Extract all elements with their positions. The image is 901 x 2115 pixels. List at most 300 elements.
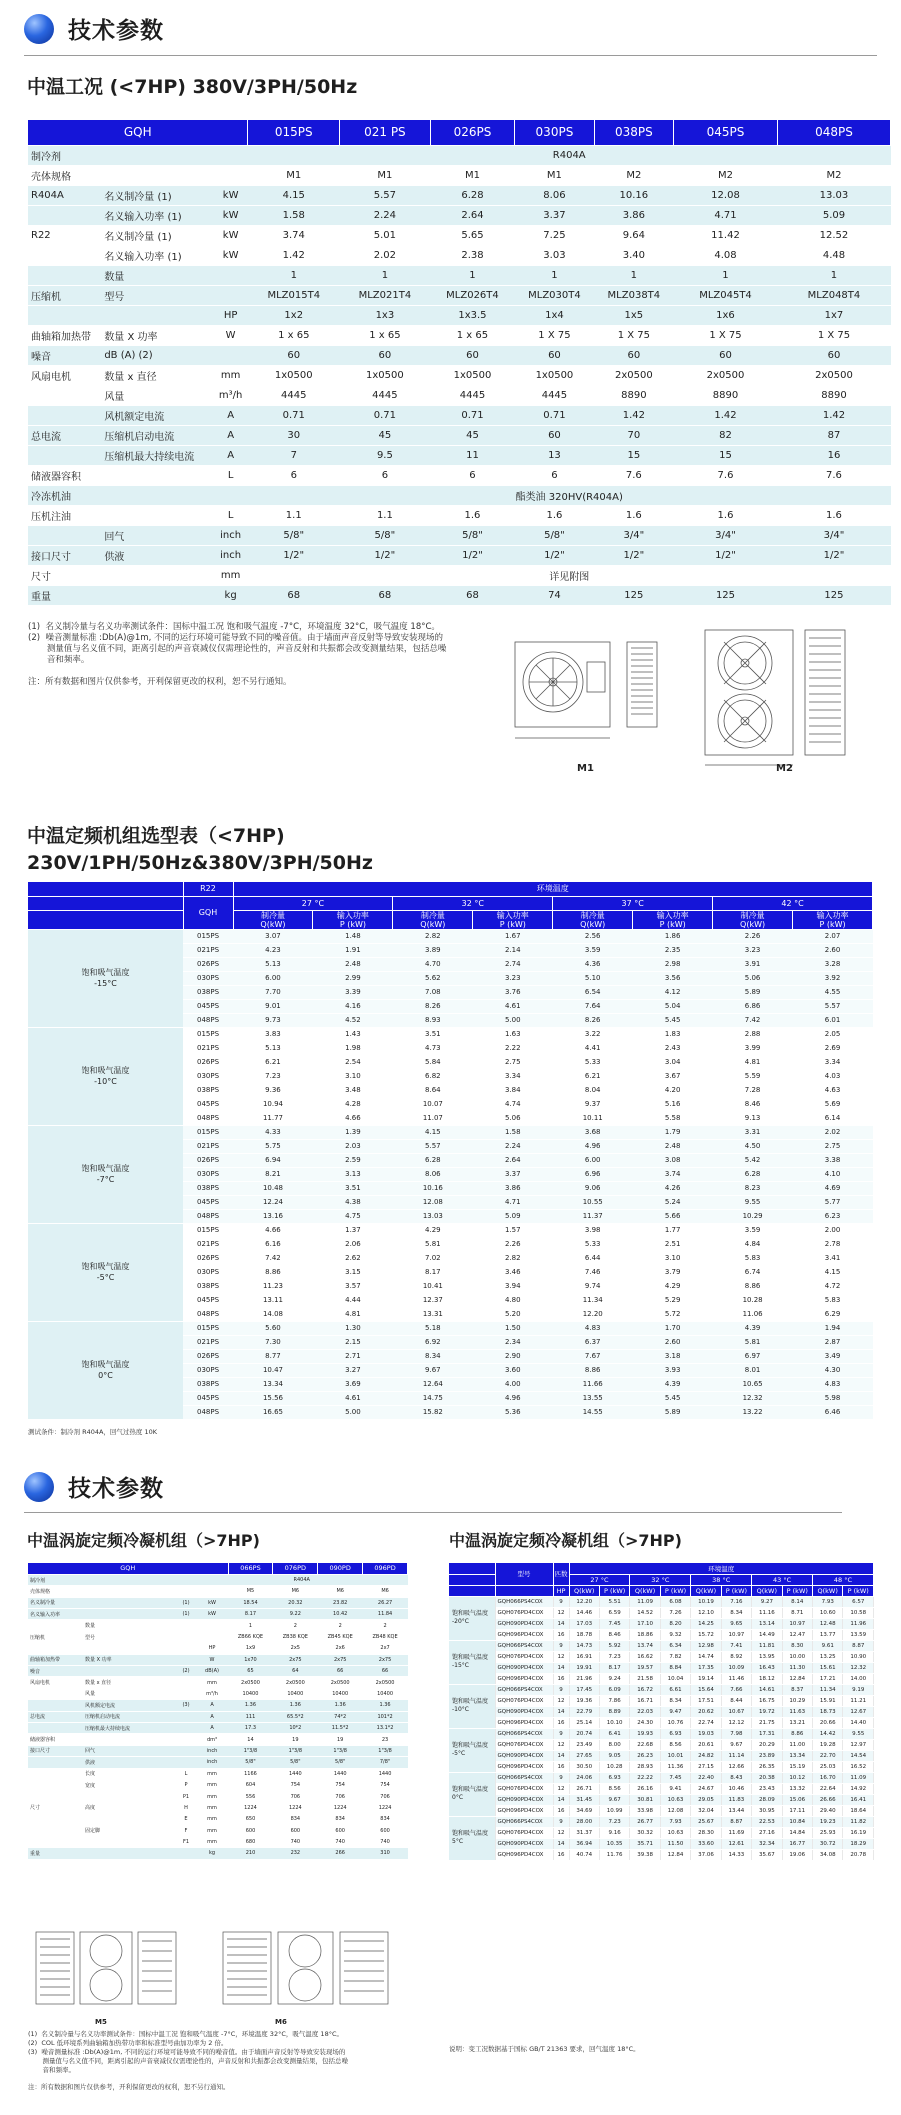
table4-cell: 16.71 xyxy=(630,1695,660,1706)
table2-cell: 3.48 xyxy=(313,1083,393,1097)
table1-cell: 13.03 xyxy=(777,185,890,205)
table2-cell: 3.07 xyxy=(233,929,313,943)
table1-cell: 15 xyxy=(594,445,673,465)
table1-cell: 5/8" xyxy=(340,525,431,545)
table4-hp: 16 xyxy=(553,1673,569,1684)
table2-cell: 5.98 xyxy=(793,1391,873,1405)
table2-cell: 1.91 xyxy=(313,943,393,957)
table4-title: 中温涡旋定频冷凝机组（>7HP) xyxy=(449,1531,682,1550)
table4-sub-p: P (kW) xyxy=(599,1585,629,1596)
table1-row-group xyxy=(28,445,101,465)
table4-cell: 32.04 xyxy=(691,1805,721,1816)
table2-cell: 8.26 xyxy=(553,1013,633,1027)
table1-model-header: 021 PS xyxy=(340,120,431,145)
table2-cell: 5.89 xyxy=(713,985,793,999)
table2-cell: 9.01 xyxy=(233,999,313,1013)
table1-row-group: 重量 xyxy=(28,585,101,605)
table2-sub-header xyxy=(633,910,713,929)
table4-hp-unit: HP xyxy=(553,1585,569,1596)
table2-cell: 3.23 xyxy=(473,971,553,985)
table3-note-line: 注：所有数据和图片仅供参考，开利保留更改的权利，恕不另行通知。 xyxy=(28,2083,230,2091)
table3-row xyxy=(28,1677,408,1688)
spec-table-1-wrap xyxy=(28,120,891,606)
table4-row xyxy=(449,1695,874,1706)
table4-cell: 7.45 xyxy=(599,1618,629,1629)
table4-cell: 5.51 xyxy=(599,1596,629,1607)
table4-hp: 9 xyxy=(553,1684,569,1695)
table1-row-group: 总电流 xyxy=(28,425,101,445)
table4-cell: 12.97 xyxy=(843,1739,874,1750)
table1-cell: 1.1 xyxy=(248,505,340,525)
table2-cell: 5.45 xyxy=(633,1013,713,1027)
table1-row-unit: inch xyxy=(213,545,248,565)
table4-row xyxy=(449,1761,874,1772)
table1-row-unit xyxy=(213,485,248,505)
table4-cell: 8.34 xyxy=(721,1607,751,1618)
table1-row-group xyxy=(28,405,101,425)
table2-title-line1: 中温定频机组选型表（<7HP) xyxy=(27,825,285,847)
table3-cell: 2x75 xyxy=(363,1654,408,1665)
table2-model: 021PS xyxy=(183,1041,233,1055)
section-header xyxy=(24,12,164,45)
table4-temp: 43 °C xyxy=(752,1574,813,1585)
table3-cell: 1x9 xyxy=(228,1643,273,1654)
table3-cell: 600 xyxy=(273,1825,318,1836)
table4-cell: 12.61 xyxy=(721,1838,751,1849)
table4-hp: 12 xyxy=(553,1739,569,1750)
table4-cell: 10.19 xyxy=(691,1596,721,1607)
table4-cell: 24.67 xyxy=(691,1783,721,1794)
table2-header-row xyxy=(28,910,873,929)
table4-cell: 7.23 xyxy=(599,1651,629,1662)
table4-cell: 14.61 xyxy=(752,1684,782,1695)
table2-cell: 4.61 xyxy=(473,999,553,1013)
table4-cell: 9.32 xyxy=(660,1629,690,1640)
table2-cell: 1.67 xyxy=(473,929,553,943)
table3-row-label: 供液 xyxy=(83,1757,176,1768)
table2-model: 038PS xyxy=(183,1279,233,1293)
table4-cell: 10.63 xyxy=(660,1827,690,1838)
table1-cell: 6 xyxy=(430,465,515,485)
table4-cell: 6.34 xyxy=(660,1640,690,1651)
table2-cell: 5.36 xyxy=(473,1405,553,1419)
section2-header xyxy=(24,1470,164,1503)
table2-model: 026PS xyxy=(183,1349,233,1363)
table3-cell: 600 xyxy=(363,1825,408,1836)
table1-cell: MLZ030T4 xyxy=(515,285,594,305)
table3-cell: 2x7 xyxy=(363,1643,408,1654)
table4-cell: 18.29 xyxy=(843,1838,874,1849)
table1-row xyxy=(28,425,891,445)
table4-cell: 18.78 xyxy=(569,1629,599,1640)
table2-cell: 5.77 xyxy=(793,1195,873,1209)
table3-row-label xyxy=(83,1666,176,1677)
table2-cell: 2.78 xyxy=(793,1237,873,1251)
table3-row xyxy=(28,1848,408,1859)
table1-row xyxy=(28,345,891,365)
section-bullet-icon xyxy=(24,14,54,44)
table2-sub-header xyxy=(473,910,553,929)
table4-group-label: 饱和吸气温度 -5°C xyxy=(449,1728,495,1772)
table2-cell: 5.09 xyxy=(473,1209,553,1223)
table1-cell: 60 xyxy=(340,345,431,365)
table4-cell: 22.70 xyxy=(813,1750,843,1761)
table1-cell: M1 xyxy=(515,165,594,185)
table1-row-label: 型号 xyxy=(101,285,213,305)
table1-cell: 5/8" xyxy=(515,525,594,545)
table4-row xyxy=(449,1816,874,1827)
table4-cell: 9.47 xyxy=(660,1706,690,1717)
table4-cell: 11.76 xyxy=(599,1849,629,1860)
table2-cell: 13.11 xyxy=(233,1293,313,1307)
table3-note-line: (3) 噪音测量标准 :Db(A)@1m, 不同的运行环境可能导致不同的噪音值。由于墙面声音反射等导致安装现场的 xyxy=(28,2048,346,2056)
table1-cell: 68 xyxy=(248,585,340,605)
table2-cell: 2.99 xyxy=(313,971,393,985)
table1-row xyxy=(28,145,891,165)
table4-cell: 17.21 xyxy=(813,1673,843,1684)
table1-row-unit xyxy=(213,165,248,185)
table4-cell: 19.28 xyxy=(813,1739,843,1750)
table3-row-label xyxy=(83,1814,176,1825)
table2-cell: 4.81 xyxy=(713,1055,793,1069)
table3-cell: 2x5 xyxy=(273,1643,318,1654)
table4-cell: 29.05 xyxy=(691,1794,721,1805)
table1-row-label xyxy=(101,585,213,605)
table4-hp: 16 xyxy=(553,1805,569,1816)
table2-model: 048PS xyxy=(183,1209,233,1223)
table1-row-unit xyxy=(213,345,248,365)
table1-row xyxy=(28,205,891,225)
table1-row-group xyxy=(28,385,101,405)
table2-cell: 16.65 xyxy=(233,1405,313,1419)
table3-cell: 5/8" xyxy=(228,1757,273,1768)
table4-cell: 22.22 xyxy=(630,1772,660,1783)
table2-cell: 4.36 xyxy=(553,957,633,971)
table4-cell: 10.04 xyxy=(660,1673,690,1684)
table4-hp: 9 xyxy=(553,1596,569,1607)
table2-cell: 9.74 xyxy=(553,1279,633,1293)
table4-cell: 14.92 xyxy=(843,1783,874,1794)
table4-cell: 14.49 xyxy=(752,1629,782,1640)
table4-cell: 15.06 xyxy=(782,1794,812,1805)
table4-cell: 34.69 xyxy=(569,1805,599,1816)
table2-model: 038PS xyxy=(183,985,233,999)
table1-cell: 1.42 xyxy=(248,245,340,265)
table1-row xyxy=(28,465,891,485)
table2-cell: 7.42 xyxy=(233,1251,313,1265)
table2-model: 015PS xyxy=(183,929,233,943)
table2-cell: 8.26 xyxy=(393,999,473,1013)
table4-cell: 11.82 xyxy=(843,1816,874,1827)
table2-model: 015PS xyxy=(183,1223,233,1237)
table1-row-unit: HP xyxy=(213,305,248,325)
table2-cell: 8.93 xyxy=(393,1013,473,1027)
table2-cell: 2.75 xyxy=(793,1139,873,1153)
table2-cell: 3.99 xyxy=(713,1041,793,1055)
table4-cell: 28.93 xyxy=(630,1761,660,1772)
table3-row-unit: mm xyxy=(196,1802,228,1813)
table1-cell: 1 X 75 xyxy=(674,325,778,345)
table1-cell: 1 xyxy=(674,265,778,285)
table3-row-label: 型号 xyxy=(83,1631,176,1642)
table3-cell: 600 xyxy=(228,1825,273,1836)
table3-cell: 66 xyxy=(318,1666,363,1677)
table3-cell: M5 xyxy=(228,1586,273,1597)
table3-cell: 64 xyxy=(273,1666,318,1677)
table3-row-note: P1 xyxy=(176,1791,196,1802)
table4-cell: 8.71 xyxy=(782,1607,812,1618)
table2-cell: 4.38 xyxy=(313,1195,393,1209)
table2-cell: 2.64 xyxy=(473,1153,553,1167)
table3-row-label: 宽度 xyxy=(83,1779,176,1790)
table2-sub-q: 制冷量 xyxy=(420,910,445,920)
table4-cell: 8.87 xyxy=(843,1640,874,1651)
table2-cell: 3.10 xyxy=(633,1251,713,1265)
table4-hp: 12 xyxy=(553,1783,569,1794)
table4-cell: 8.43 xyxy=(721,1772,751,1783)
table1-cell: 12.08 xyxy=(674,185,778,205)
table1-row-unit: A xyxy=(213,405,248,425)
table3-cell: 1"3/8 xyxy=(228,1745,273,1756)
table3-row-label: 固定脚 xyxy=(83,1825,176,1836)
table3-row-unit xyxy=(196,1586,228,1597)
table4-cell: 14.52 xyxy=(630,1607,660,1618)
table1-cell: 1/2" xyxy=(248,545,340,565)
table1-cell: MLZ015T4 xyxy=(248,285,340,305)
table3-cell: 2x75 xyxy=(273,1654,318,1665)
table3-cell: 1224 xyxy=(273,1802,318,1813)
table4-hp: 9 xyxy=(553,1640,569,1651)
table1-cell: 2x0500 xyxy=(594,365,673,385)
table4-cell: 16.19 xyxy=(843,1827,874,1838)
table2-group-label: 饱和吸气温度 -5°C xyxy=(28,1223,183,1321)
table1-note-line: (1) 名义制冷量与名义功率测试条件：国标中温工况 饱和吸气温度 -7°C，环境温度 32°C，吸气温度 18°C。 xyxy=(28,622,440,632)
table4-model: GQH090PD4COX xyxy=(495,1794,553,1805)
table4-cell: 7.93 xyxy=(660,1816,690,1827)
table3-row-note: F1 xyxy=(176,1836,196,1847)
table1-cell: 0.71 xyxy=(340,405,431,425)
table2-cell: 4.29 xyxy=(633,1279,713,1293)
table1-row-label: 名义输入功率 (1) xyxy=(101,245,213,265)
table4-row xyxy=(449,1706,874,1717)
table2-cell: 3.34 xyxy=(793,1055,873,1069)
table1-cell: 5.09 xyxy=(777,205,890,225)
table4-cell: 34.08 xyxy=(813,1849,843,1860)
table2-header-blank xyxy=(28,910,183,929)
table3-row-label: 数量 X 功率 xyxy=(83,1654,176,1665)
table4-cell: 20.62 xyxy=(691,1706,721,1717)
drawing-label-m5: M5 xyxy=(95,2018,107,2026)
table2-cell: 5.18 xyxy=(393,1321,473,1335)
table4-sub-q: Q(kW) xyxy=(752,1585,782,1596)
table2-cell: 11.07 xyxy=(393,1111,473,1125)
table3-note-line: 音和频率。 xyxy=(28,2066,75,2074)
table2-cell: 3.69 xyxy=(313,1377,393,1391)
table2-row xyxy=(28,1027,873,1041)
table2-cell: 2.35 xyxy=(633,943,713,957)
table1-row xyxy=(28,405,891,425)
table4-cell: 10.58 xyxy=(843,1607,874,1618)
table4-cell: 19.03 xyxy=(691,1728,721,1739)
table2-model: 026PS xyxy=(183,1153,233,1167)
table4-cell: 10.60 xyxy=(813,1607,843,1618)
table2-cell: 1.50 xyxy=(473,1321,553,1335)
table4-model: GQH066PS4COX xyxy=(495,1728,553,1739)
table3-row xyxy=(28,1768,408,1779)
table2-cell: 3.46 xyxy=(473,1265,553,1279)
table4-hp: 9 xyxy=(553,1728,569,1739)
table4-cell: 10.99 xyxy=(599,1805,629,1816)
table2-title-line2: 230V/1PH/50Hz&380V/3PH/50Hz xyxy=(27,852,373,874)
table4-cell: 7.98 xyxy=(721,1728,751,1739)
table3-cell: 266 xyxy=(318,1848,363,1859)
table2-cell: 2.02 xyxy=(793,1125,873,1139)
table2-cell: 4.12 xyxy=(633,985,713,999)
table3-row-group xyxy=(28,1700,83,1711)
table4-group-label: 饱和吸气温度 0°C xyxy=(449,1772,495,1816)
table4-sub-p: P (kW) xyxy=(660,1585,690,1596)
table4-cell: 12.84 xyxy=(660,1849,690,1860)
table2-title xyxy=(27,823,373,877)
table1-cell: 60 xyxy=(430,345,515,365)
table3-cell: 1.36 xyxy=(228,1700,273,1711)
spec-table-3 xyxy=(28,1563,408,1860)
table3-cell: 8.17 xyxy=(228,1609,273,1620)
table4-cell: 17.11 xyxy=(782,1805,812,1816)
table2-cell: 6.46 xyxy=(793,1405,873,1419)
table1-cell: 12.52 xyxy=(777,225,890,245)
table4-cell: 6.09 xyxy=(599,1684,629,1695)
table3-cell: 2x6 xyxy=(318,1643,363,1654)
table4-cell: 22.74 xyxy=(691,1717,721,1728)
table4-cell: 10.01 xyxy=(660,1750,690,1761)
table2-cell: 10.48 xyxy=(233,1181,313,1195)
table1-row-unit: L xyxy=(213,465,248,485)
table2-cell: 2.48 xyxy=(313,957,393,971)
table3-cell: 604 xyxy=(228,1779,273,1790)
table1-row-unit: kg xyxy=(213,585,248,605)
table2-cell: 8.34 xyxy=(393,1349,473,1363)
table3-cell: 18.54 xyxy=(228,1597,273,1608)
table3-row-label xyxy=(83,1574,176,1585)
table1-cell: MLZ038T4 xyxy=(594,285,673,305)
table3-row-label: 风机额定电流 xyxy=(83,1700,176,1711)
table3-row-unit: kg xyxy=(196,1848,228,1859)
table2-cell: 12.32 xyxy=(713,1391,793,1405)
table2-cell: 4.15 xyxy=(393,1125,473,1139)
table4-model: GQH090PD4COX xyxy=(495,1750,553,1761)
table2-cell: 2.03 xyxy=(313,1139,393,1153)
table4-cell: 16.75 xyxy=(752,1695,782,1706)
table2-sub-qu: Q(kW) xyxy=(740,919,766,929)
table2-cell: 3.18 xyxy=(633,1349,713,1363)
table2-cell: 3.39 xyxy=(313,985,393,999)
table2-cell: 15.82 xyxy=(393,1405,473,1419)
table3-row-unit: dm³ xyxy=(196,1734,228,1745)
table3-cell: 10400 xyxy=(228,1688,273,1699)
table4-cell: 7.45 xyxy=(660,1772,690,1783)
table2-cell: 5.83 xyxy=(793,1293,873,1307)
table2-cell: 7.67 xyxy=(553,1349,633,1363)
table1-cell: 11.42 xyxy=(674,225,778,245)
table3-row-label xyxy=(83,1586,176,1597)
table4-hp: 14 xyxy=(553,1794,569,1805)
table4-cell: 29.40 xyxy=(813,1805,843,1816)
table2-cell: 3.56 xyxy=(633,971,713,985)
table4-header-row xyxy=(449,1563,874,1574)
table4-cell: 9.19 xyxy=(843,1684,874,1695)
table2-cell: 3.68 xyxy=(553,1125,633,1139)
table4-cell: 18.12 xyxy=(752,1673,782,1684)
table1-row xyxy=(28,525,891,545)
table4-model: GQH076PD4COX xyxy=(495,1783,553,1794)
drawing-label-m2: M2 xyxy=(776,763,793,774)
table4-cell: 16.41 xyxy=(843,1794,874,1805)
table1-cell: 1x0500 xyxy=(340,365,431,385)
table2-model: 030PS xyxy=(183,1363,233,1377)
table1-cell: MLZ045T4 xyxy=(674,285,778,305)
table4-cell: 26.66 xyxy=(813,1794,843,1805)
table3-row xyxy=(28,1734,408,1745)
table3-row-label xyxy=(83,1597,176,1608)
table3-cell: 65 xyxy=(228,1666,273,1677)
table3-cell: 2 xyxy=(363,1620,408,1631)
table4-row xyxy=(449,1629,874,1640)
table4-cell: 8.87 xyxy=(721,1816,751,1827)
table2-model: 021PS xyxy=(183,1335,233,1349)
table2-cell: 7.70 xyxy=(233,985,313,999)
table1-cell: 45 xyxy=(340,425,431,445)
spec-table-3-wrap xyxy=(28,1563,408,1860)
table3-row-label xyxy=(83,1848,176,1859)
table2-cell: 4.96 xyxy=(553,1139,633,1153)
table1-cell: 15 xyxy=(674,445,778,465)
table1-cell: 45 xyxy=(430,425,515,445)
section-title: 技术参数 xyxy=(68,18,164,44)
table1-cell: 11 xyxy=(430,445,515,465)
table1-cell: 3.86 xyxy=(594,205,673,225)
table3-cell: 1.36 xyxy=(363,1700,408,1711)
table2-sub-header xyxy=(713,910,793,929)
table4-cell: 16.72 xyxy=(630,1684,660,1695)
table2-cell: 5.89 xyxy=(633,1405,713,1419)
table1-cell: 8.06 xyxy=(515,185,594,205)
table3-cell: 1440 xyxy=(318,1768,363,1779)
table3-row xyxy=(28,1745,408,1756)
table4-cell: 12.20 xyxy=(569,1596,599,1607)
table4-model: GQH096PD4COX xyxy=(495,1805,553,1816)
table3-row xyxy=(28,1654,408,1665)
table2-cell: 4.30 xyxy=(793,1363,873,1377)
table4-cell: 16.43 xyxy=(752,1662,782,1673)
table2-cell: 6.23 xyxy=(793,1209,873,1223)
table1-cell: 4.15 xyxy=(248,185,340,205)
table4-cell: 24.30 xyxy=(630,1717,660,1728)
table1-row-label: 数量 x 直径 xyxy=(101,365,213,385)
table2-model: 021PS xyxy=(183,1139,233,1153)
table3-row-group: 重量 xyxy=(28,1848,83,1859)
table2-cell: 1.30 xyxy=(313,1321,393,1335)
table3-cell: 11.84 xyxy=(363,1609,408,1620)
table2-cell: 4.73 xyxy=(393,1041,473,1055)
table4-cell: 8.14 xyxy=(782,1596,812,1607)
table4-cell: 19.36 xyxy=(569,1695,599,1706)
table4-cell: 6.57 xyxy=(843,1596,874,1607)
table2-cell: 4.00 xyxy=(473,1377,553,1391)
table1-row-unit: kW xyxy=(213,245,248,265)
table4-cell: 10.63 xyxy=(660,1794,690,1805)
table2-cell: 3.31 xyxy=(713,1125,793,1139)
